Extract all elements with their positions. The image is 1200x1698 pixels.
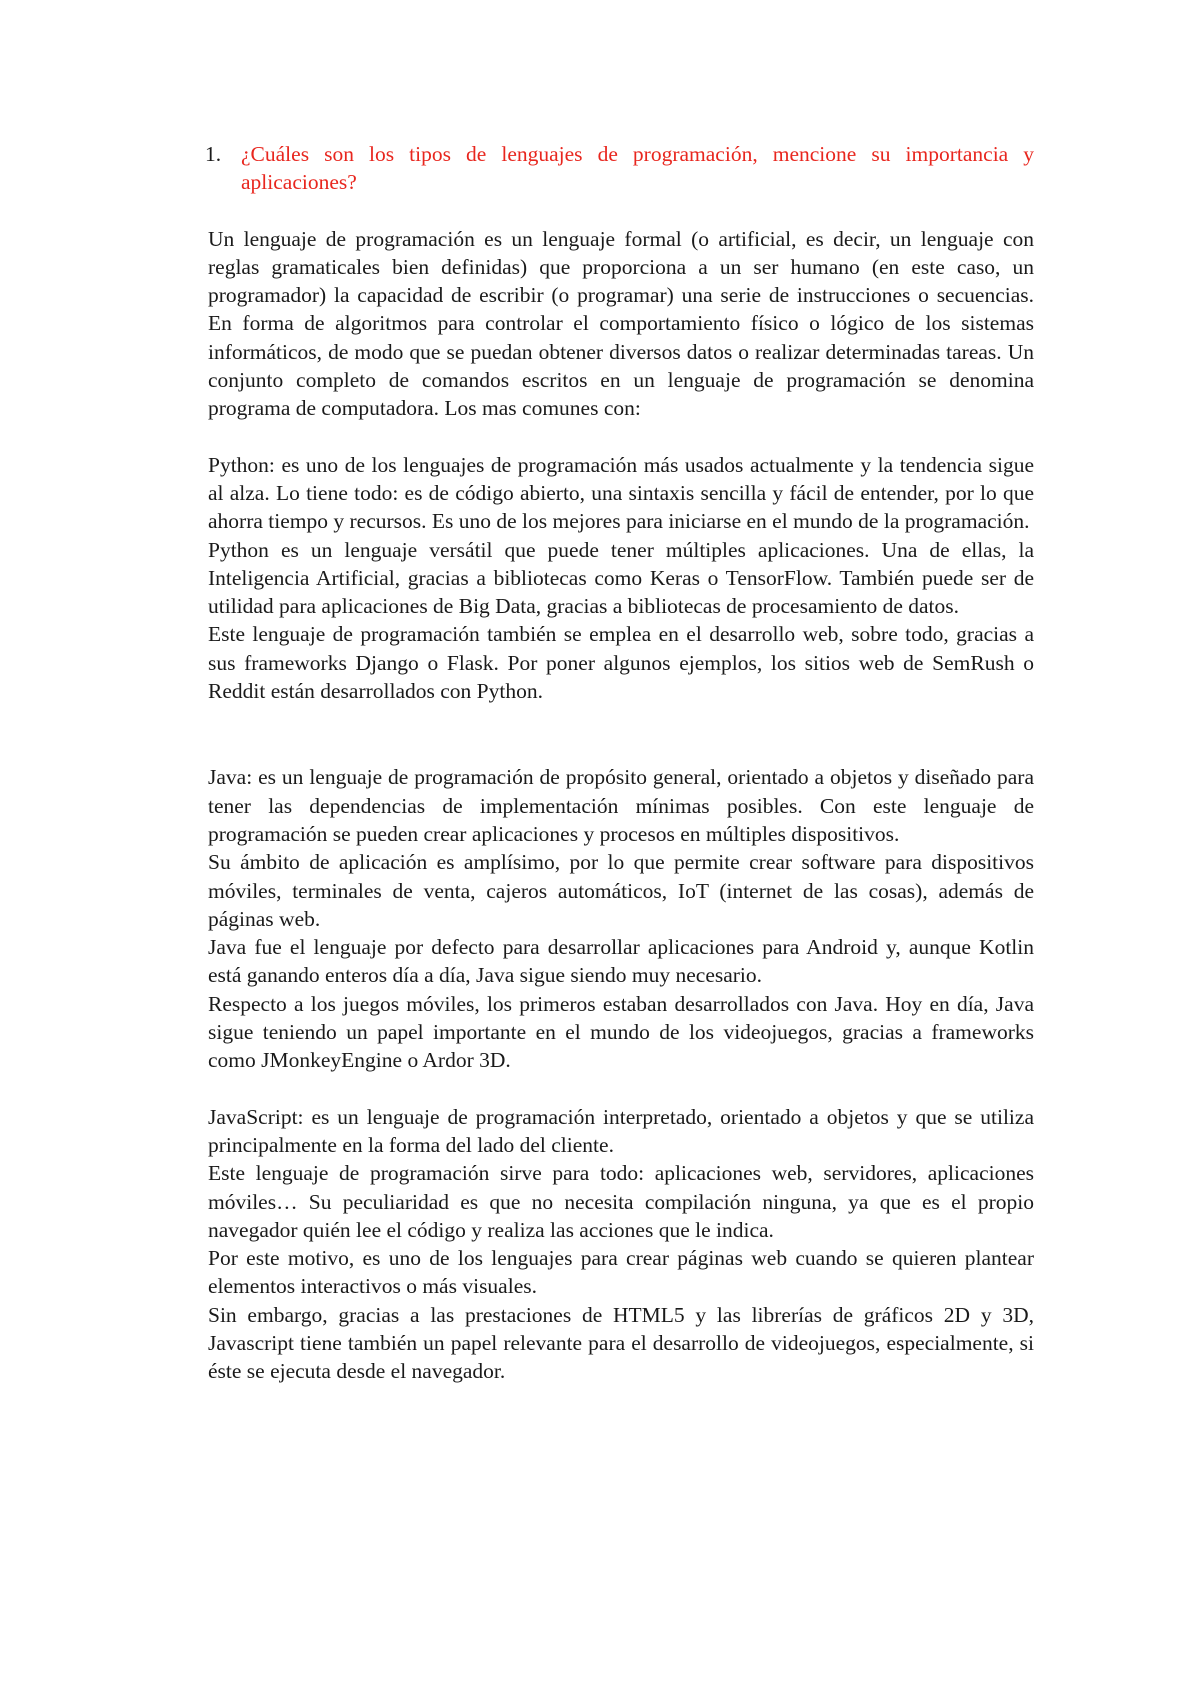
question-text: ¿Cuáles son los tipos de lenguajes de programación, mencione su importancia y aplicaciones?	[241, 142, 1034, 195]
question-item	[205, 140, 1034, 197]
question-number: 1.	[205, 142, 222, 166]
document-body	[205, 140, 1034, 1386]
javascript-paragraph: Por este motivo, es uno de los lenguajes para crear páginas web cuando se quieren plantear elementos interactivos o más visuales.	[208, 1246, 1034, 1299]
javascript-paragraph: Sin embargo, gracias a las prestaciones de HTML5 y las librerías de gráficos 2D y 3D, Javascript tiene también un papel relevante para el desarrollo de videojuegos, especialmente, si éste se ejecuta desde el navegador.	[208, 1302, 1034, 1384]
java-paragraph: Respecto a los juegos móviles, los primeros estaban desarrollados con Java. Hoy en día, Java sigue teniendo un papel importante en el mundo de los videojuegos, gracias a frameworks como JMonkeyEngine o Ardor 3D.	[208, 991, 1034, 1073]
java-paragraph: Java: es un lenguaje de programación de propósito general, orientado a objetos y diseñado para tener las dependencias de implementación mínimas posibles. Con este lenguaje de programación se pueden crear aplicaciones y procesos en múltiples dispositivos.	[208, 765, 1034, 846]
java-paragraph: Su ámbito de aplicación es amplísimo, por lo que permite crear software para dispositivos móviles, terminales de venta, cajeros automáticos, IoT (internet de las cosas), además de páginas web.	[208, 850, 1034, 931]
python-paragraph: Python: es uno de los lenguajes de programación más usados actualmente y la tendencia sigue al alza. Lo tiene todo: es de código abierto, una sintaxis sencilla y fácil de entender, por lo que ahorra tiempo y recursos. Es uno de los mejores para iniciarse en el mundo de la programación.	[208, 452, 1034, 534]
javascript-paragraph: JavaScript: es un lenguaje de programación interpretado, orientado a objetos y que se utiliza principalmente en la forma del lado del cliente.	[208, 1104, 1034, 1157]
python-paragraph: Python es un lenguaje versátil que puede tener múltiples aplicaciones. Una de ellas, la Inteligencia Artificial, gracias a bibliotecas como Keras o TensorFlow. También puede ser de utilidad para aplicaciones de Big Data, gracias a bibliotecas de procesamiento de datos.	[208, 537, 1034, 619]
python-paragraph: Este lenguaje de programación también se emplea en el desarrollo web, sobre todo, gracias a sus frameworks Django o Flask. Por poner algunos ejemplos, los sitios web de SemRush o Reddit están desarrollados con Python.	[208, 622, 1034, 704]
javascript-paragraph: Este lenguaje de programación sirve para todo: aplicaciones web, servidores, aplicaciones móviles… Su peculiaridad es que no necesita compilación ninguna, ya que es el propio navegador quién lee el código y realiza las acciones que le indica.	[208, 1161, 1034, 1242]
intro-paragraph: Un lenguaje de programación es un lenguaje formal (o artificial, es decir, un lenguaje con reglas gramaticales bien definidas) que proporciona a un ser humano (en este caso, un programador) la capacidad de escribir (o programar) una serie de instrucciones o secuencias. En forma de algoritmos para controlar el comportamiento físico o lógico de los sistemas informáticos, de modo que se puedan obtener diversos datos o realizar determinadas tareas. Un conjunto completo de comandos escritos en un lenguaje de programación se denomina programa de computadora. Los mas comunes con:	[208, 226, 1034, 421]
spacer	[208, 423, 1034, 451]
java-paragraph: Java fue el lenguaje por defecto para desarrollar aplicaciones para Android y, aunque Kotlin está ganando enteros día a día, Java sigue siendo muy necesario.	[208, 935, 1034, 988]
spacer	[208, 705, 1034, 763]
spacer	[208, 1075, 1034, 1103]
